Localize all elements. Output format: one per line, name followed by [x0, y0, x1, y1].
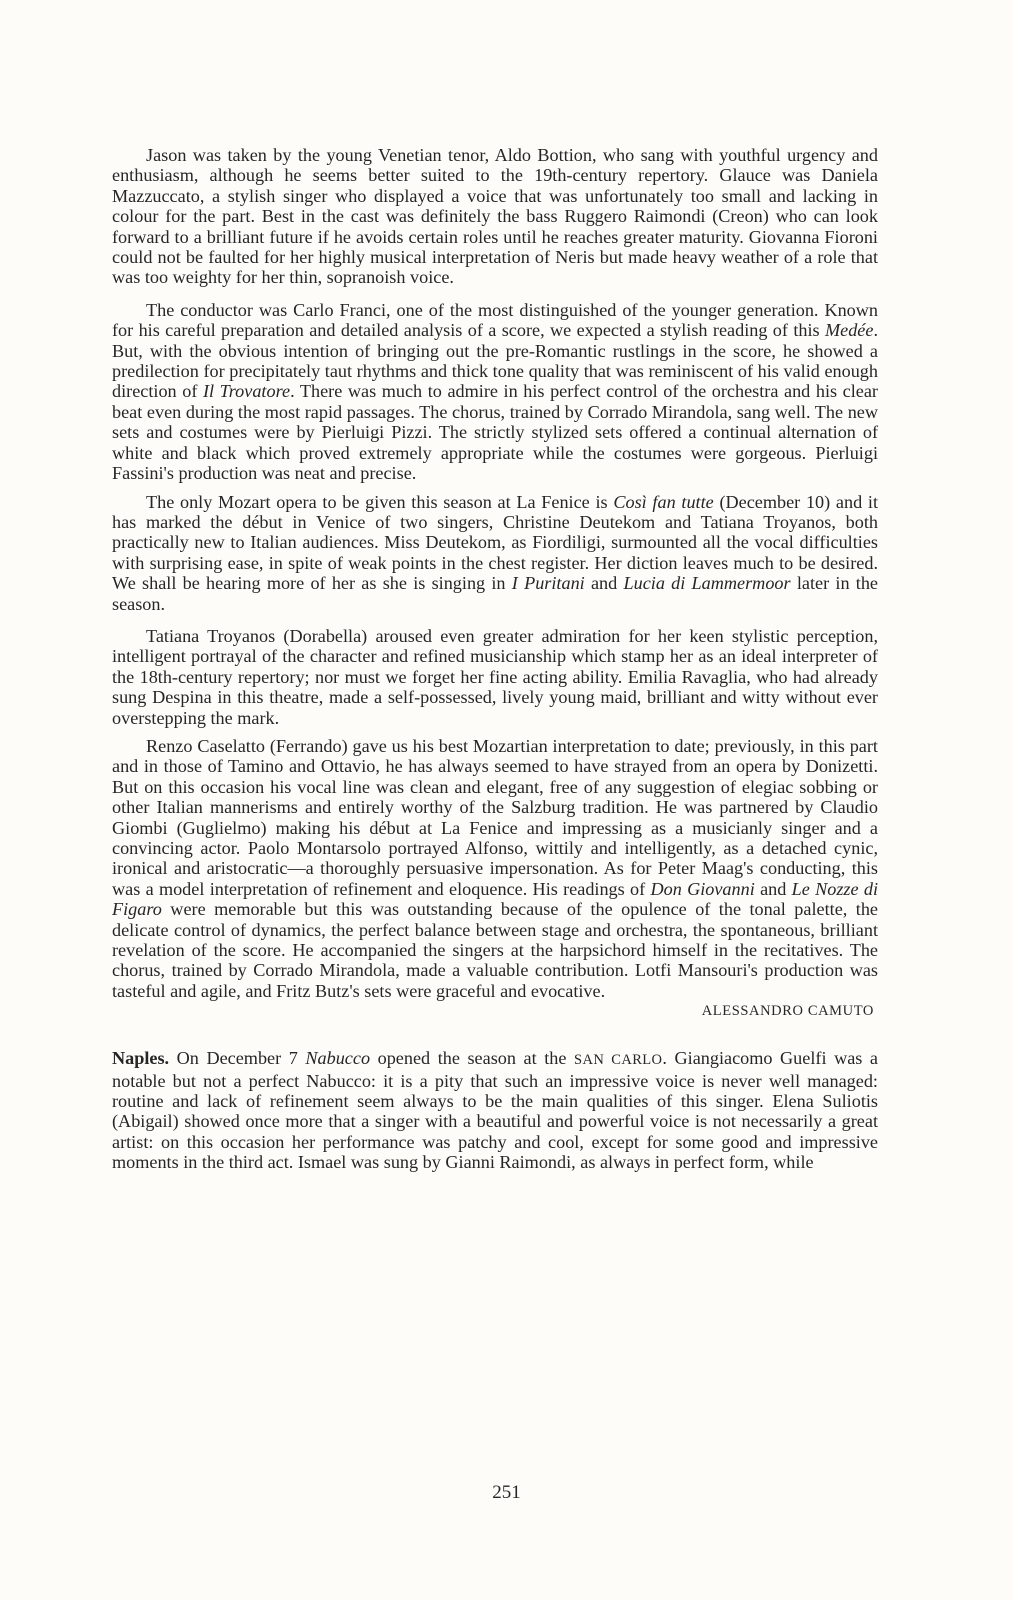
text-run: Renzo Caselatto (Ferrando) gave us his best Mozartian interpretation to date; previously, in this part and in those of Tamino and Ottavio, he has always seemed to have strayed from an opera by Donizetti. But on this occasion his vocal line was clean and elegant, free of any suggestion of elegiac sobbing or other Italian mannerisms and entirely worthy of the Salzburg tradition. He was partnered by Claudio Giombi (Guglielmo) making his début at La Fenice and impressing as a musicianly singer and a convincing actor. Paolo Montarsolo portrayed Alfonso, wittily and intelligently, as a detached cynic, ironical and aristocratic—a thoroughly persuasive impersonation. As for Peter Maag's conducting, this was a model interpretation of refinement and eloquence. His readings of — [112, 735, 878, 899]
text-run: The conductor was Carlo Franci, one of the most distinguished of the younger generation. Known for his careful preparation and detailed analysis of a score, we expected a stylish reading of this — [112, 299, 878, 341]
paragraph-conductor — [112, 300, 878, 484]
paragraph-naples — [112, 1048, 878, 1172]
text-run: . Giangiacomo Guelfi was a notable but not a perfect Nabucco: it is a pity that such an impressive voice is never well managed: routine and lack of refinement seem always to be the main qualities of this singer. Elena Suliotis (Abigail) showed once more that a singer with a beautiful and powerful voice is not necessarily a great artist: on this occasion her performance was patchy and cool, except for some good and impressive moments in the third act. Ismael was sung by Gianni Raimondi, as always in perfect form, while — [112, 1048, 878, 1173]
paragraph-troyanos: Tatiana Troyanos (Dorabella) aroused even greater admiration for her keen stylistic perception, intelligent portrayal of the character and refined musicianship which stamp her as an ideal interpreter of the 18th-century repertory; nor must we forget her fine acting ability. Emilia Ravaglia, who had already sung Despina in this theatre, made a self-possessed, lively young maid, brilliant and witty without ever overstepping the mark. — [112, 625, 878, 728]
text-run: The only Mozart opera to be given this season at La Fenice is — [146, 491, 614, 512]
opera-title: I Puritani — [511, 573, 585, 594]
city-heading: Naples. — [112, 1048, 170, 1069]
opera-title: Don Giovanni — [650, 878, 755, 899]
text-run: On December 7 — [169, 1048, 306, 1069]
text-run: were memorable but this was outstanding because of the opulence of the tonal palette, the delicate control of dynamics, the perfect balance between stage and orchestra, the spontaneous, brilliant revelation of the score. He accompanied the singers at the harpsichord himself in the recitatives. The chorus, trained by Corrado Mirandola, made a valuable contribution. Lotfi Mansouri's production was tasteful and agile, and Fritz Butz's sets were graceful and evocative. — [112, 899, 878, 1001]
text-run: . But, with the obvious intention of bringing out the pre-Romantic rustlings in the score, he showed a predilection for precipitately taut rhythms and thick tone quality that was reminiscent of his valid enough direction of — [112, 320, 878, 402]
text-column — [112, 145, 878, 1173]
text-run: opened the season at the — [370, 1048, 574, 1069]
paragraph-cast-review: Jason was taken by the young Venetian tenor, Aldo Bottion, who sang with youthful urgency and enthusiasm, although he seems better suited to the 19th-century repertory. Glauce was Daniela Mazzuccato, a stylish singer who displayed a voice that was unfortunately too small and lacking in colour for the part. Best in the cast was definitely the bass Ruggero Raimondi (Creon) who can look forward to a brilliant future if he avoids certain roles until he reaches greater maturity. Giovanna Fioroni could not be faulted for her highly musical interpretation of Neris but made heavy weather of a role that was too weighty for her thin, sopranoish voice. — [112, 145, 878, 288]
page-number: 251 — [492, 1482, 521, 1503]
paragraph-mozart-opera — [112, 492, 878, 614]
opera-title: Nabucco — [305, 1048, 371, 1069]
opera-title: Così fan tutte — [613, 491, 714, 512]
venue-name: SAN CARLO — [574, 1052, 663, 1069]
paragraph-caselatto — [112, 736, 878, 1001]
opera-title: Medée — [824, 320, 874, 341]
opera-title: Le Nozze di Figaro — [112, 878, 878, 920]
text-run: (December 10) and it has marked the début in Venice of two singers, Christine Deutekom and Tatiana Troyanos, both practically new to Italian audiences. Miss Deutekom, as Fiordiligi, surmounted all the vocal difficulties with surprising ease, in spite of weak points in the chest register. Her diction leaves much to be desired. We shall be hearing more of her as she is singing in — [112, 491, 879, 594]
opera-title: Il Trovatore — [202, 381, 291, 402]
text-run: later in the season. — [112, 573, 879, 614]
opera-title: Lucia di Lammermoor — [623, 573, 791, 594]
text-run: and — [754, 878, 792, 899]
text-run: and — [584, 573, 624, 594]
author-signature: ALESSANDRO CAMUTO — [701, 1003, 874, 1020]
text-run: . There was much to admire in his perfect control of the orchestra and his clear beat even during the most rapid passages. The chorus, trained by Corrado Mirandola, sang well. The new sets and costumes were by Pierluigi Pizzi. The strictly stylized sets offered a continual alternation of white and black which proved extremely appropriate while the costumes were gorgeous. Pierluigi Fassini's production was neat and precise. — [112, 381, 878, 484]
